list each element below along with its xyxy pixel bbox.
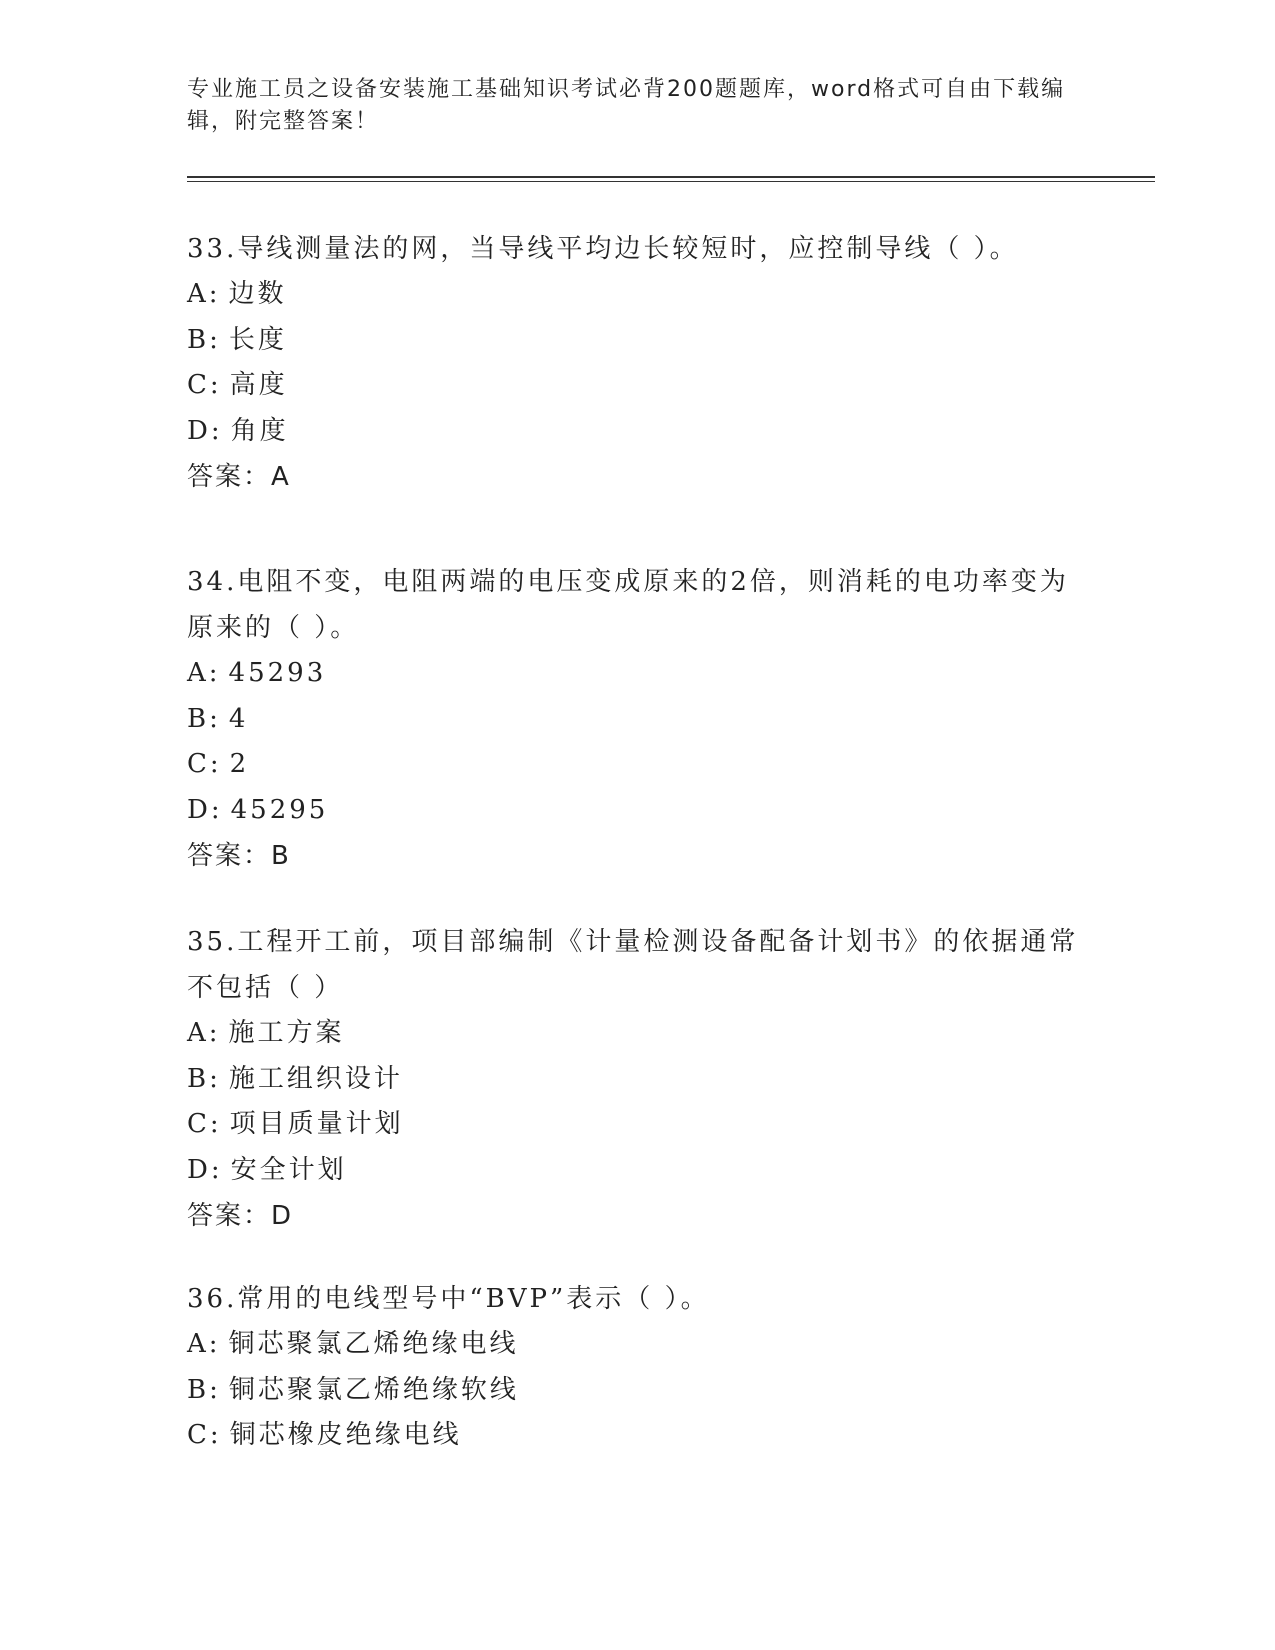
option-text: 铜芯聚氯乙烯绝缘电线 <box>228 1329 519 1359</box>
option-text: 安全计划 <box>230 1154 347 1185</box>
question-stem: 33.导线测量法的网，当导线平均边长较短时，应控制导线（ ）。 <box>187 234 1019 264</box>
option-text: 铜芯橡皮绝缘电线 <box>229 1420 462 1450</box>
question-34 <box>187 557 1087 879</box>
question-stem: 35.工程开工前，项目部编制《计量检测设备配备计划书》的依据通常不包括（ ） <box>187 927 1079 1003</box>
option-text: 项目质量计划 <box>229 1109 404 1139</box>
option-text: 铜芯聚氯乙烯绝缘软线 <box>228 1374 519 1405</box>
question-33 <box>187 224 1087 500</box>
option-letter: D: <box>187 415 223 446</box>
option-letter: C: <box>187 749 222 779</box>
option-letter: B: <box>187 1374 221 1405</box>
option-text: 45293 <box>228 658 327 688</box>
header-divider-thin <box>187 181 1155 182</box>
option-letter: C: <box>187 1109 222 1139</box>
option-a <box>187 272 1087 318</box>
answer-line: 答案：D <box>187 1201 294 1231</box>
option-text: 4 <box>228 703 249 734</box>
option-a <box>187 1011 1087 1057</box>
option-c <box>187 742 1087 788</box>
option-b <box>187 697 1087 743</box>
option-letter: A: <box>187 1018 221 1048</box>
option-b <box>187 318 1087 364</box>
option-text: 边数 <box>228 279 287 309</box>
option-letter: C: <box>187 1420 222 1450</box>
question-stem: 36.常用的电线型号中“BVP”表示（ ）。 <box>187 1284 710 1314</box>
option-a <box>187 651 1087 697</box>
option-b <box>187 1057 1087 1103</box>
answer-line: 答案：B <box>187 841 291 871</box>
option-text: 长度 <box>228 324 287 355</box>
option-text: 高度 <box>229 370 288 400</box>
option-text: 施工方案 <box>228 1018 345 1048</box>
option-letter: B: <box>187 1063 221 1094</box>
option-letter: B: <box>187 324 221 355</box>
option-a <box>187 1322 1087 1368</box>
question-36 <box>187 1274 1087 1459</box>
option-letter: A: <box>187 1329 221 1359</box>
option-c <box>187 1413 1087 1459</box>
option-text: 2 <box>229 749 250 779</box>
option-letter: A: <box>187 279 221 309</box>
option-letter: D: <box>187 794 223 825</box>
option-text: 施工组织设计 <box>228 1063 403 1094</box>
header-divider-thick <box>187 176 1155 178</box>
option-c <box>187 1102 1087 1148</box>
option-d <box>187 409 1087 455</box>
option-letter: D: <box>187 1154 223 1185</box>
question-stem: 34.电阻不变，电阻两端的电压变成原来的2倍，则消耗的电功率变为原来的（ ）。 <box>187 567 1069 643</box>
option-b <box>187 1368 1087 1414</box>
option-letter: A: <box>187 658 221 688</box>
option-d <box>187 788 1087 834</box>
option-d <box>187 1148 1087 1194</box>
option-text: 角度 <box>230 415 289 446</box>
answer-line: 答案：A <box>187 462 291 492</box>
question-35 <box>187 917 1087 1239</box>
option-text: 45295 <box>230 794 329 825</box>
document-header: 专业施工员之设备安装施工基础知识考试必背200题题库，word格式可自由下载编辑，附完整答案！ <box>187 77 1066 134</box>
option-letter: B: <box>187 703 221 734</box>
option-c <box>187 363 1087 409</box>
option-letter: C: <box>187 370 222 400</box>
